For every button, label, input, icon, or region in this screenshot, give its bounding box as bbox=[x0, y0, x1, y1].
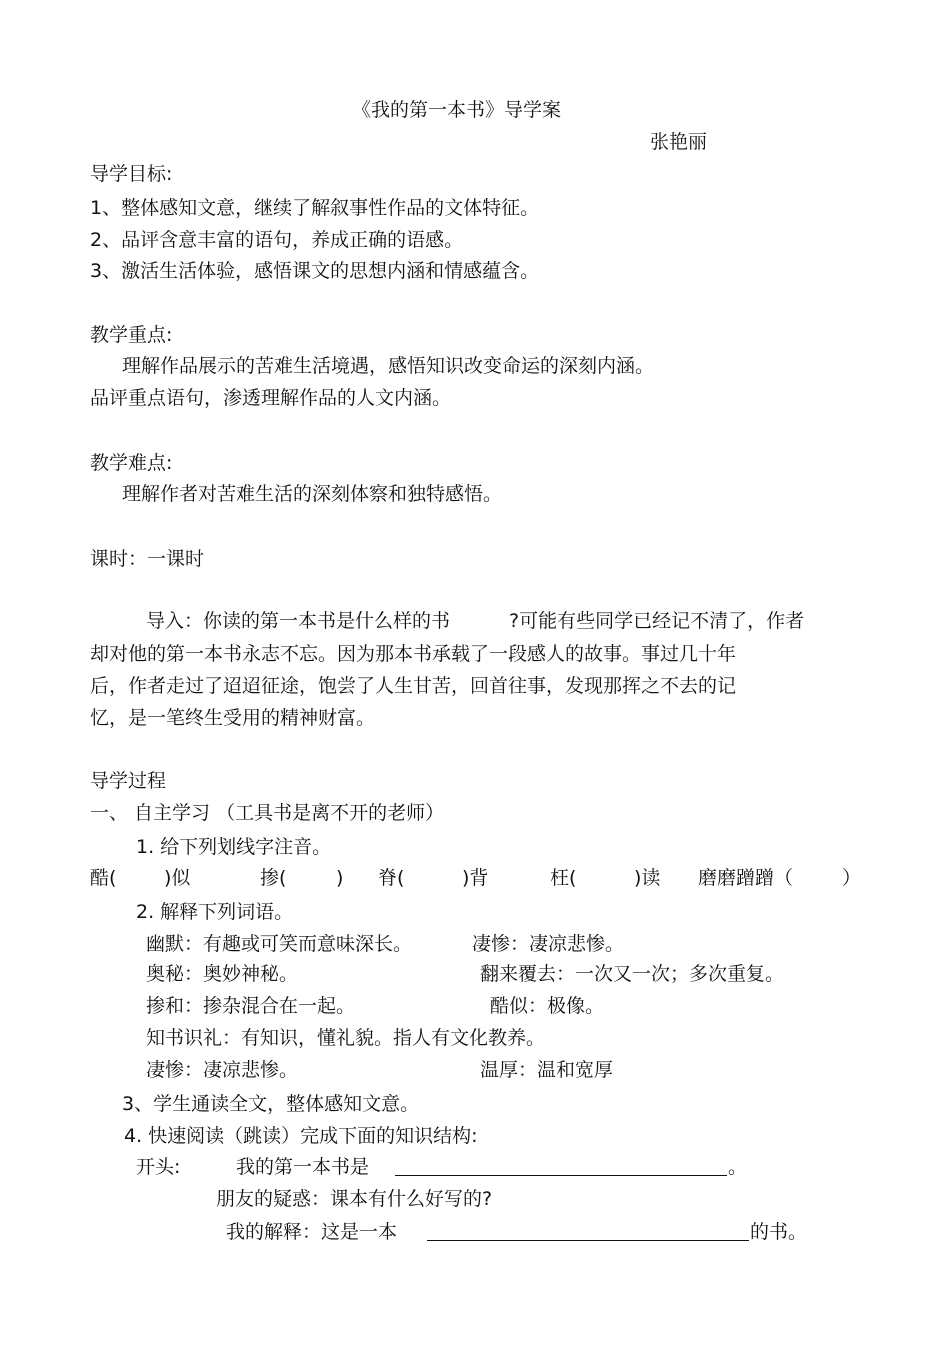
definition-youmo: 幽默：有趣或可笑而意味深长。 bbox=[146, 933, 413, 955]
structure-start-blank[interactable] bbox=[395, 1175, 727, 1176]
goal-item-3: 3、激活生活体验，感悟课文的思想内涵和情感蕴含。 bbox=[90, 260, 540, 282]
difficulty-line-1: 理解作者对苦难生活的深刻体察和独特感悟。 bbox=[122, 483, 503, 505]
task-1: 1. 给下列划线字注音。 bbox=[136, 836, 332, 858]
definition-chanhuo: 掺和：掺杂混合在一起。 bbox=[146, 995, 356, 1017]
definition-zhishushili: 知书识礼：有知识，懂礼貌。指人有文化教养。 bbox=[146, 1027, 546, 1049]
intro-line-2: 却对他的第一本书永志不忘。因为那本书承载了一段感人的故事。事过几十年 bbox=[90, 643, 737, 665]
structure-start-text: 我的第一本书是 bbox=[236, 1156, 370, 1178]
author-name: 张艳丽 bbox=[650, 131, 708, 153]
intro-line-1a: 导入：你读的第一本书是什么样的书 bbox=[146, 610, 451, 632]
pinyin-item-ceng: 磨磨蹭蹭（ bbox=[698, 867, 794, 889]
intro-line-3: 后，作者走过了迢迢征途，饱尝了人生甘苦，回首往事，发现那挥之不去的记 bbox=[90, 675, 737, 697]
pinyin-item-ku-end: )似 bbox=[164, 867, 191, 889]
process-heading: 导学过程 bbox=[90, 770, 167, 792]
pinyin-item-wang: 枉( bbox=[550, 867, 577, 889]
definition-qican: 凄惨：凄凉悲惨。 bbox=[472, 933, 625, 955]
pinyin-item-ceng-end: ） bbox=[842, 867, 862, 889]
task-2: 2. 解释下列词语。 bbox=[136, 901, 294, 923]
pinyin-item-ku: 酷( bbox=[90, 867, 117, 889]
definition-kusi: 酷似：极像。 bbox=[490, 995, 605, 1017]
structure-my-explain: 我的解释：这是一本 bbox=[226, 1221, 398, 1243]
page-title: 《我的第一本书》导学案 bbox=[352, 99, 562, 121]
structure-start-end: 。 bbox=[728, 1156, 748, 1178]
class-hours: 课时：一课时 bbox=[90, 548, 205, 570]
intro-line-4: 忆，是一笔终生受用的精神财富。 bbox=[90, 707, 376, 729]
difficulties-heading: 教学难点: bbox=[90, 452, 173, 474]
structure-explain-end: 的书。 bbox=[750, 1221, 808, 1243]
pinyin-item-ji: 脊( bbox=[378, 867, 405, 889]
goal-item-1: 1、整体感知文意，继续了解叙事性作品的文体特征。 bbox=[90, 197, 540, 219]
intro-line-1b: ?可能有些同学已经记不清了，作者 bbox=[509, 610, 805, 632]
task-3: 3、学生通读全文，整体感知文意。 bbox=[122, 1093, 420, 1115]
pinyin-item-chan: 掺( bbox=[260, 867, 287, 889]
pinyin-item-chan-end: ) bbox=[336, 867, 344, 889]
structure-friend-doubt: 朋友的疑惑：课本有什么好写的? bbox=[216, 1188, 493, 1210]
definition-fanlaifuqu: 翻来覆去：一次又一次；多次重复。 bbox=[480, 963, 785, 985]
key-point-line-1: 理解作品展示的苦难生活境遇，感悟知识改变命运的深刻内涵。 bbox=[122, 355, 655, 377]
goals-heading: 导学目标: bbox=[90, 163, 173, 185]
pinyin-item-wang-end: )读 bbox=[634, 867, 661, 889]
key-point-line-2: 品评重点语句，渗透理解作品的人文内涵。 bbox=[90, 387, 452, 409]
structure-start-label: 开头: bbox=[136, 1156, 181, 1178]
definition-qican-2: 凄惨：凄凉悲惨。 bbox=[146, 1059, 299, 1081]
structure-explain-blank[interactable] bbox=[427, 1240, 749, 1241]
definition-aomi: 奥秘：奥妙神秘。 bbox=[146, 963, 299, 985]
pinyin-item-ji-end: )背 bbox=[462, 867, 489, 889]
task-4: 4. 快速阅读（跳读）完成下面的知识结构: bbox=[124, 1125, 478, 1147]
key-points-heading: 教学重点: bbox=[90, 324, 173, 346]
goal-item-2: 2、品评含意丰富的语句，养成正确的语感。 bbox=[90, 229, 464, 251]
definition-wenhou: 温厚：温和宽厚 bbox=[480, 1059, 614, 1081]
section-1-heading: 一、 自主学习 （工具书是离不开的老师） bbox=[90, 802, 445, 824]
